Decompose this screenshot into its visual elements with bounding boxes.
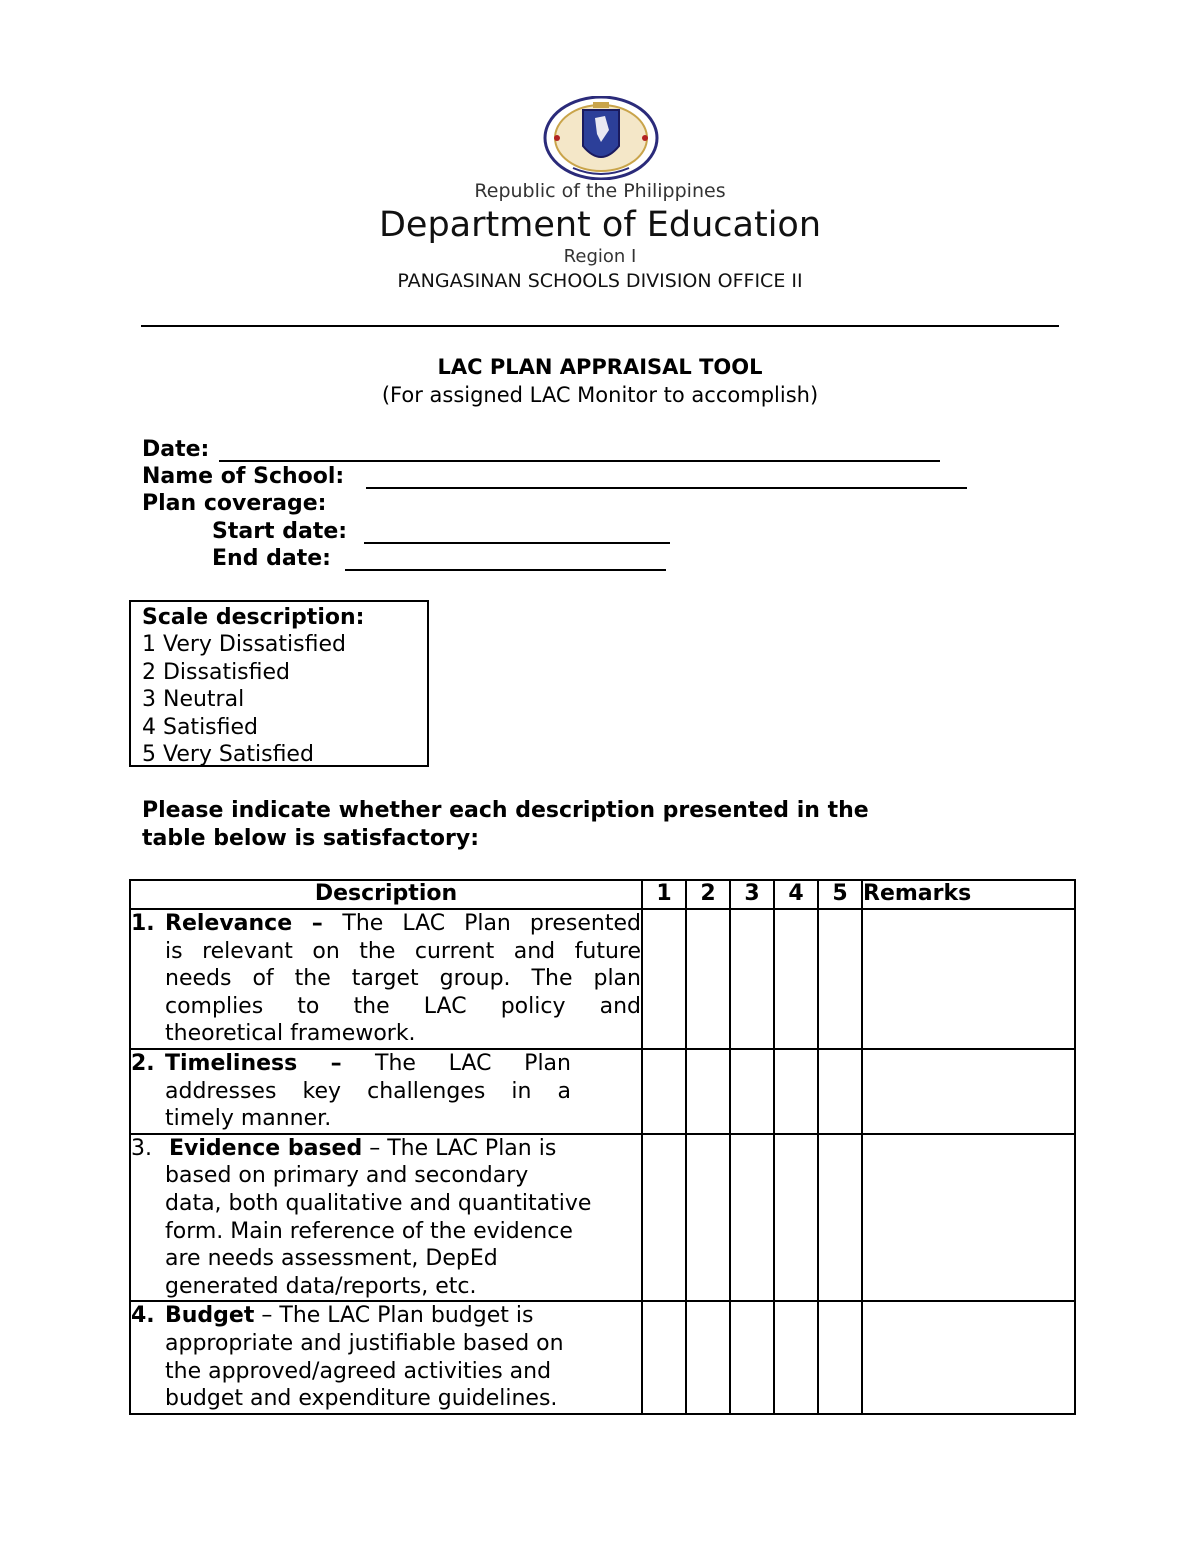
remarks-cell[interactable]	[862, 1049, 1075, 1134]
criterion-text: data, both qualitative and quantitative	[165, 1190, 592, 1216]
criterion-number: 4.	[131, 1303, 155, 1329]
remarks-cell[interactable]	[862, 1301, 1075, 1413]
criterion-dash: –	[297, 1050, 376, 1076]
instruction-line: Please indicate whether each description presented in the	[142, 798, 869, 823]
rating-cell-4[interactable]	[774, 909, 818, 1049]
rating-cell-4[interactable]	[774, 1301, 818, 1413]
criterion-text: needs of the target group. The plan	[165, 966, 641, 992]
rating-cell-1[interactable]	[642, 1049, 686, 1134]
rating-cell-5[interactable]	[818, 1134, 862, 1302]
scale-heading: Scale description:	[142, 605, 365, 630]
rating-cell-3[interactable]	[730, 1301, 774, 1413]
criterion-description	[130, 1301, 642, 1413]
rating-cell-1[interactable]	[642, 1301, 686, 1413]
criterion-text: are needs assessment, DepEd	[165, 1246, 498, 1272]
rating-1-header: 1	[642, 880, 686, 909]
criterion-dash: –	[292, 911, 343, 936]
criterion-number: 2.	[131, 1050, 155, 1076]
table-row	[130, 1301, 1075, 1413]
criterion-number: 3.	[131, 1135, 152, 1161]
coverage-label: Plan coverage:	[142, 491, 327, 516]
criterion-title: Budget	[165, 1303, 255, 1329]
criterion-text: is relevant on the current and future	[165, 938, 641, 964]
criterion-dash: –	[254, 1303, 280, 1329]
rating-cell-4[interactable]	[774, 1134, 818, 1302]
end-date-label: End date:	[212, 546, 331, 571]
rating-cell-3[interactable]	[730, 1134, 774, 1302]
criterion-dash: –	[362, 1135, 388, 1161]
date-label: Date:	[142, 437, 210, 462]
criterion-text: addresses key challenges in a	[165, 1078, 571, 1104]
region-text: Region I	[563, 246, 637, 267]
criterion-text: The LAC Plan	[375, 1050, 571, 1076]
scale-item: 3 Neutral	[142, 687, 245, 713]
rating-cell-2[interactable]	[686, 1134, 730, 1302]
rating-cell-1[interactable]	[642, 909, 686, 1049]
rating-cell-2[interactable]	[686, 1049, 730, 1134]
rating-2-header: 2	[686, 880, 730, 909]
remarks-cell[interactable]	[862, 909, 1075, 1049]
criterion-text: theoretical framework.	[165, 1021, 416, 1047]
table-row	[130, 1049, 1075, 1134]
criterion-text: timely manner.	[165, 1106, 332, 1132]
criterion-title: Relevance	[165, 911, 293, 936]
table-row	[130, 909, 1075, 1049]
rating-cell-3[interactable]	[730, 1049, 774, 1134]
end-date-field[interactable]	[345, 569, 666, 571]
criterion-description	[130, 909, 642, 1049]
criterion-number: 1.	[131, 911, 155, 936]
table-row	[130, 1134, 1075, 1302]
form-subtitle: (For assigned LAC Monitor to accomplish)	[381, 383, 819, 407]
rating-cell-2[interactable]	[686, 1301, 730, 1413]
start-date-field[interactable]	[364, 542, 670, 544]
department-title: Department of Education	[378, 205, 822, 245]
criterion-title: Evidence based	[169, 1135, 363, 1161]
rating-cell-5[interactable]	[818, 909, 862, 1049]
scale-item: 2 Dissatisfied	[142, 659, 291, 685]
criterion-description	[130, 1134, 642, 1302]
criterion-text: appropriate and justifiable based on	[165, 1330, 564, 1356]
school-label: Name of School:	[142, 464, 345, 489]
rating-cell-1[interactable]	[642, 1134, 686, 1302]
criterion-text: based on primary and secondary	[165, 1163, 529, 1189]
criterion-text: The LAC Plan presented	[342, 911, 641, 936]
appraisal-table	[129, 879, 1076, 1415]
remarks-cell[interactable]	[862, 1134, 1075, 1302]
form-title: LAC PLAN APPRAISAL TOOL	[437, 355, 763, 379]
criterion-text: form. Main reference of the evidence	[165, 1218, 573, 1244]
criterion-title: Timeliness	[165, 1050, 298, 1076]
school-field[interactable]	[366, 487, 967, 489]
header-divider	[141, 325, 1059, 327]
scale-item: 4 Satisfied	[142, 714, 258, 740]
criterion-text: complies to the LAC policy and	[165, 993, 641, 1019]
description-header: Description	[130, 880, 642, 909]
criterion-text: The LAC Plan is	[387, 1135, 557, 1161]
rating-cell-3[interactable]	[730, 909, 774, 1049]
date-field[interactable]	[219, 460, 940, 462]
criterion-text: the approved/agreed activities and	[165, 1358, 552, 1384]
rating-cell-4[interactable]	[774, 1049, 818, 1134]
rating-4-header: 4	[774, 880, 818, 909]
criterion-text: budget and expenditure guidelines.	[165, 1386, 558, 1412]
rating-cell-5[interactable]	[818, 1049, 862, 1134]
republic-text: Republic of the Philippines	[474, 180, 726, 202]
scale-description-box	[129, 600, 429, 767]
rating-cell-2[interactable]	[686, 909, 730, 1049]
rating-5-header: 5	[818, 880, 862, 909]
instruction-line: table below is satisfactory:	[142, 826, 480, 851]
scale-item: 1 Very Dissatisfied	[142, 632, 346, 658]
remarks-header: Remarks	[862, 880, 1075, 909]
division-text: PANGASINAN SCHOOLS DIVISION OFFICE II	[397, 270, 803, 292]
deped-seal-icon	[543, 96, 659, 180]
instruction-text	[142, 797, 869, 853]
rating-3-header: 3	[730, 880, 774, 909]
criterion-text: generated data/reports, etc.	[165, 1273, 477, 1299]
rating-cell-5[interactable]	[818, 1301, 862, 1413]
criterion-text: The LAC Plan budget is	[279, 1303, 534, 1329]
scale-item: 5 Very Satisfied	[142, 742, 314, 768]
table-header-row	[130, 880, 1075, 909]
start-date-label: Start date:	[212, 519, 348, 544]
criterion-description	[130, 1049, 642, 1134]
